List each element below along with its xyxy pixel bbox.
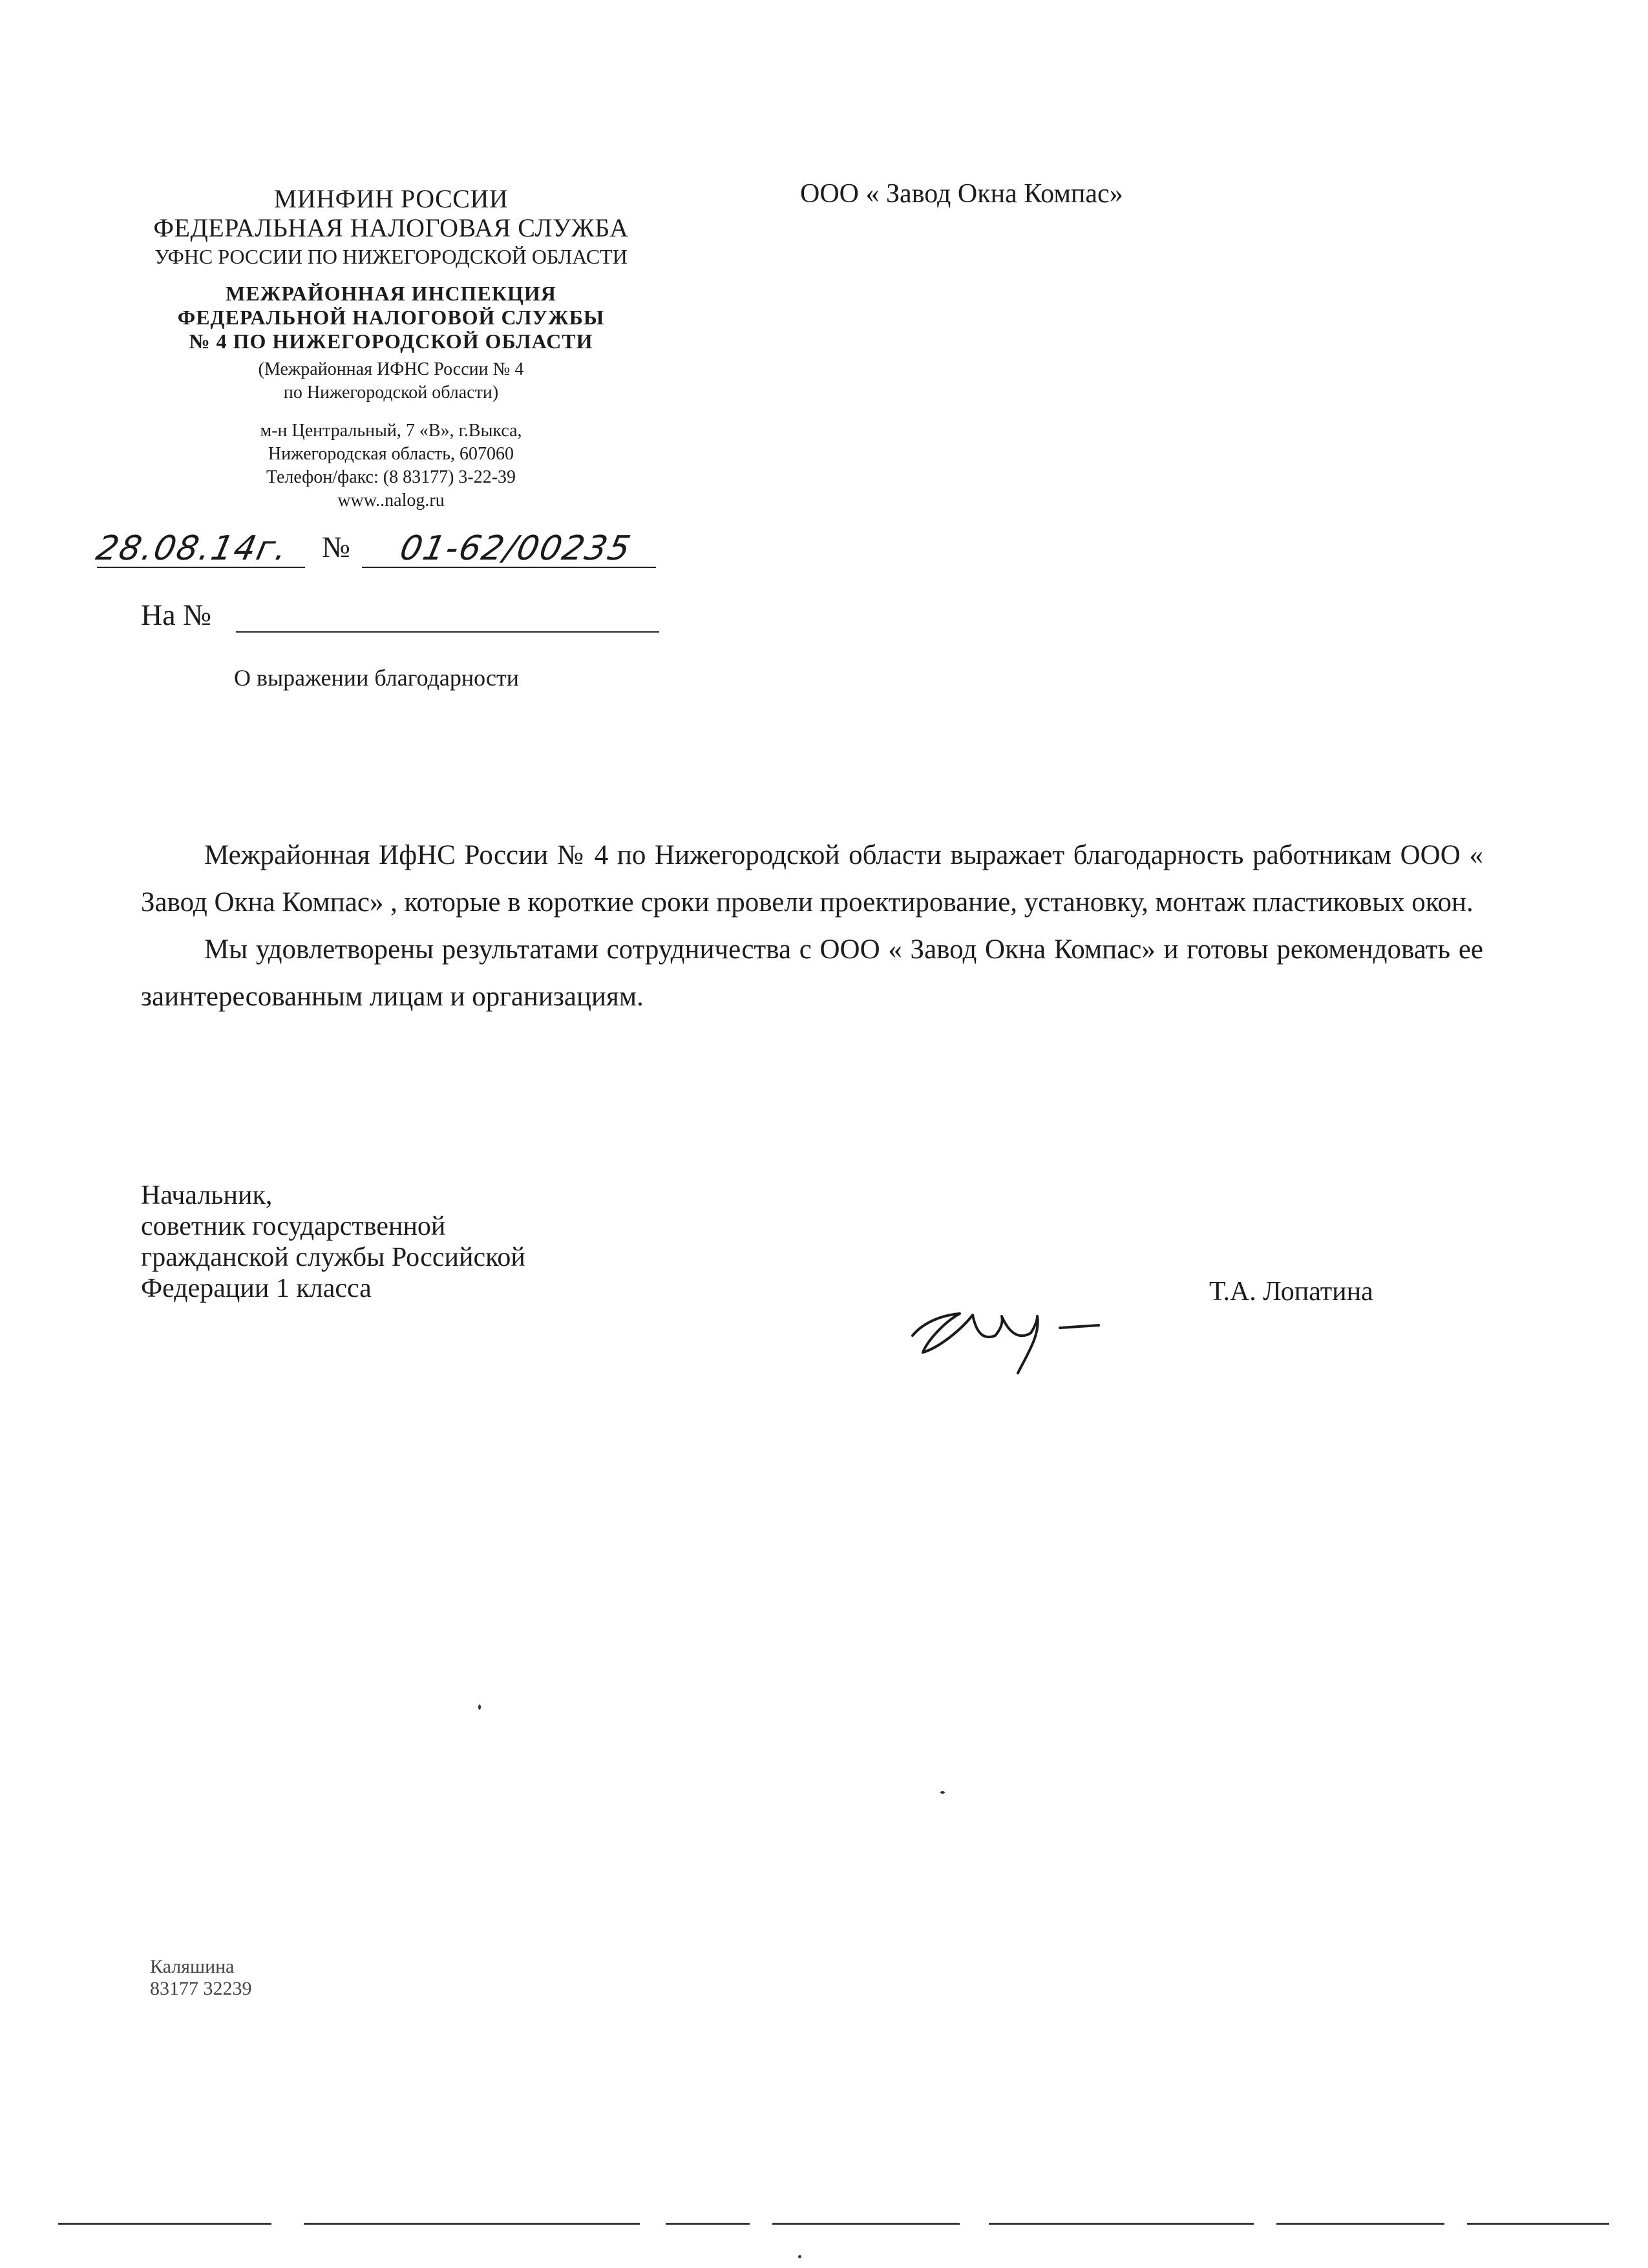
body-paragraph-2: Мы удовлетворены результатами сотрудничества с ООО « Завод Окна Компас» и готовы рекомендовать ее заинтересованным лицам и организациям. [141,934,1483,1012]
signatory-title-line-1: Начальник, [141,1181,273,1210]
signatory-name: Т.А. Лопатина [1209,1277,1373,1307]
subject-line: О выражении благодарности [234,665,519,691]
executor-info [150,1956,252,2000]
address-line-1: м-н Центральный, 7 «В», г.Выкса, [260,421,522,441]
inspection-line-1: МЕЖРАЙОННАЯ ИНСПЕКЦИЯ [226,282,556,305]
scan-speck [478,1705,481,1710]
inspection-line-2: ФЕДЕРАЛЬНОЙ НАЛОГОВОЙ СЛУЖБЫ [177,306,605,329]
date-field [92,529,305,568]
regional-heading: УФНС РОССИИ ПО НИЖЕГОРОДСКОЙ ОБЛАСТИ [154,245,628,268]
signatory-title-line-2: советник государственной [141,1212,446,1241]
address-line-2: Нижегородская область, 607060 [268,444,514,464]
scan-speck [940,1791,945,1794]
phone-fax: Телефон/факс: (8 83177) 3-22-39 [266,467,516,487]
reply-to-label: На № [141,598,212,631]
signatory-title-line-4: Федерации 1 класса [141,1274,372,1303]
scan-edge-line [1467,2223,1609,2225]
number-field [362,529,656,568]
handwritten-date: 28.08.14г. [92,529,292,568]
scan-edge-line [1276,2223,1444,2225]
scan-edge-line [304,2223,640,2225]
signatory-title [141,1180,525,1304]
scan-edge-line [58,2223,271,2225]
scan-edge-line [989,2223,1254,2225]
short-name-line-1: (Межрайонная ИФНС России № 4 [258,359,524,379]
body-paragraph-1: Межрайонная ИфНС России № 4 по Нижегородской области выражает благодарность работникам ООО « Завод Окна Компас» , которые в короткие сроки провели проектирование, установку, монтаж пластиковых окон. [141,840,1483,918]
addressee: ООО « Завод Окна Компас» [800,179,1123,209]
website: www..nalog.ru [337,490,445,510]
reply-to-field [236,599,659,633]
scan-edge-line [772,2223,960,2225]
letter-body [141,832,1483,1020]
handwritten-signature [905,1276,1112,1380]
service-heading: ФЕДЕРАЛЬНАЯ НАЛОГОВАЯ СЛУЖБА [153,213,629,242]
scan-speck [798,2255,801,2258]
executor-phone: 83177 32239 [150,1978,252,1999]
inspection-line-3: № 4 ПО НИЖЕГОРОДСКОЙ ОБЛАСТИ [189,330,593,353]
scan-edge-line [666,2223,750,2225]
executor-name: Каляшина [150,1956,235,1977]
number-sign: № [322,530,350,563]
short-name-line-2: по Нижегородской области) [283,383,499,403]
handwritten-number: 01-62/00235 [396,529,635,568]
ministry-heading: МИНФИН РОССИИ [273,184,509,213]
signatory-title-line-3: гражданской службы Российской [141,1243,525,1272]
